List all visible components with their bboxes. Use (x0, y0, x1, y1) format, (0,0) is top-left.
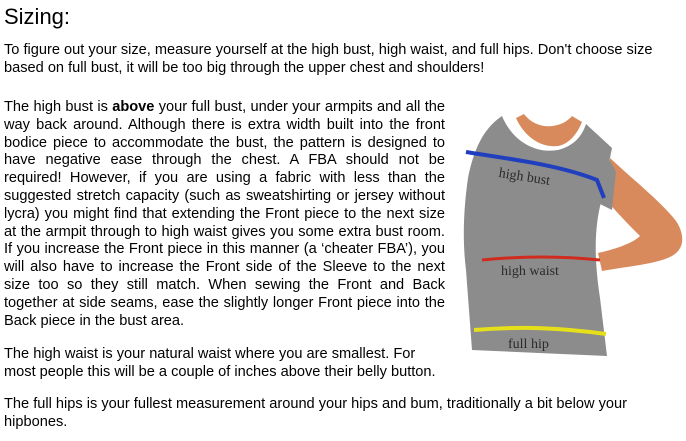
neck-skin (516, 114, 582, 146)
garment-body (464, 116, 612, 356)
intro-paragraph: To figure out your size, measure yourself at the high bust, high waist, and full hips. Don't choose size based on full bust, it will be too big through the upper chest and shoulders! (4, 42, 653, 76)
full-hips-paragraph: The full hips is your fullest measurement around your hips and bum, traditionally a bit below your hipbones. (4, 396, 627, 430)
high-waist-label: high waist (501, 264, 559, 279)
high-bust-label: high bust (497, 166, 552, 189)
page-title: Sizing: (4, 4, 71, 29)
measurement-figure (462, 88, 686, 378)
high-bust-paragraph (4, 99, 445, 330)
high-bust-emphasis: above (112, 99, 155, 115)
full-hip-label: full hip (508, 337, 549, 352)
high-bust-lead: The high bust is (4, 99, 113, 115)
high-bust-body: your full bust, under your armpits and all the way back around. Although there is extra width built into the front bodice piece to accommodate the bust, the pattern is designed to have negative ease through the chest. A FBA should not be required! However, if you are using a fabric with less than the suggested stretch capacity (such as sweatshirting or jersey without lycra) you might find that extending the Front piece to the next size at the armpit through to high waist gives you some extra bust room. If you increase the Front piece in this manner (a ‘cheater FBA’), you will also have to increase the Front side of the Sleeve to the next size too so they still match. When sewing the Front and Back together at side seams, ease the slightly longer Front piece into the Back piece in the bust area. (4, 99, 445, 329)
torso-illustration (462, 88, 686, 378)
high-waist-paragraph: The high waist is your natural waist where you are smallest. For most people this will be a couple of inches above their belly button. (4, 346, 436, 380)
